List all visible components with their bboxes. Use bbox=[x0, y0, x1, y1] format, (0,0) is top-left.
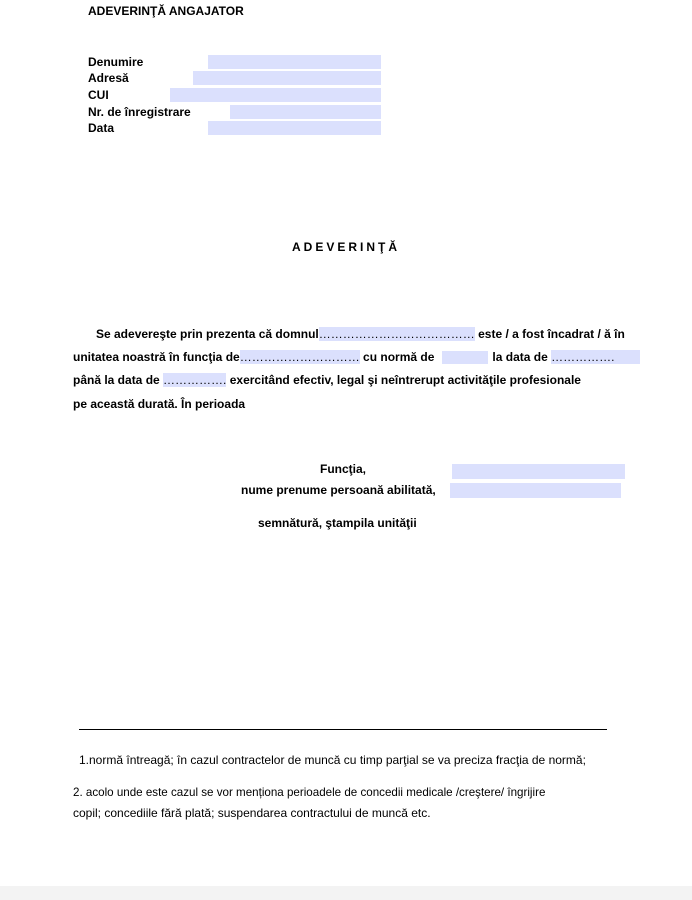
body-line-3 bbox=[73, 373, 581, 387]
adresa-field[interactable] bbox=[193, 71, 381, 85]
body-line-2 bbox=[73, 350, 640, 364]
body-line-2-text-c: la data de bbox=[492, 350, 548, 364]
body-line-2-text-b: cu normă de bbox=[363, 350, 435, 364]
label-denumire: Denumire bbox=[88, 55, 144, 69]
function-field[interactable]: ………………………… bbox=[239, 350, 360, 364]
norm-field[interactable] bbox=[442, 351, 488, 364]
label-adresa: Adresă bbox=[88, 71, 129, 85]
footnote-2-line-1: 2. acolo unde este cazul se vor menționa perioadele de concedii medicale /creştere/ îngrijire bbox=[73, 786, 546, 799]
end-date-field[interactable]: ……………. bbox=[163, 373, 227, 387]
body-line-1 bbox=[96, 327, 625, 341]
label-nr-inregistrare: Nr. de înregistrare bbox=[88, 105, 191, 119]
nr-inregistrare-field[interactable] bbox=[230, 105, 381, 119]
footnote-separator bbox=[79, 729, 607, 730]
document-title: ADEVERINŢĂ bbox=[291, 240, 400, 254]
employer-header-title: ADEVERINŢĂ ANGAJATOR bbox=[88, 4, 244, 18]
signatory-function-field[interactable] bbox=[452, 464, 625, 479]
label-cui: CUI bbox=[88, 88, 109, 102]
start-date-field[interactable]: ……………. bbox=[551, 350, 640, 364]
viewer-bottom-strip bbox=[0, 886, 692, 900]
employee-name-field[interactable]: ………………………………… bbox=[318, 327, 475, 341]
body-line-1-text-b: este / a fost încadrat / ă în bbox=[478, 327, 625, 341]
signatory-name-label: nume prenume persoană abilitată, bbox=[241, 483, 436, 497]
data-field[interactable] bbox=[208, 121, 381, 135]
cui-field[interactable] bbox=[170, 88, 381, 102]
footnote-2-line-2: copil; concediile fără plată; suspendarea contractului de muncă etc. bbox=[73, 806, 431, 820]
body-line-3-text-b: exercitând efectiv, legal şi neîntrerupt activităţile profesionale bbox=[229, 373, 581, 387]
signatory-name-field[interactable] bbox=[450, 483, 621, 498]
body-line-3-text-a: până la data de bbox=[73, 373, 160, 387]
body-line-1-text-a: Se adevereşte prin prezenta că domnul bbox=[96, 327, 319, 341]
label-data: Data bbox=[88, 121, 115, 135]
footnote-1: 1.normă întreagă; în cazul contractelor de muncă cu timp parţial se va preciza fracţia de normă; bbox=[79, 753, 586, 767]
body-line-2-text-a: unitatea noastră în funcţia de bbox=[73, 350, 240, 364]
body-line-4: pe această durată. În perioada bbox=[73, 397, 246, 411]
signature-stamp-label: semnătură, ştampila unităţii bbox=[258, 516, 417, 530]
function-label: Funcţia, bbox=[320, 462, 367, 476]
denumire-field[interactable] bbox=[208, 55, 381, 69]
